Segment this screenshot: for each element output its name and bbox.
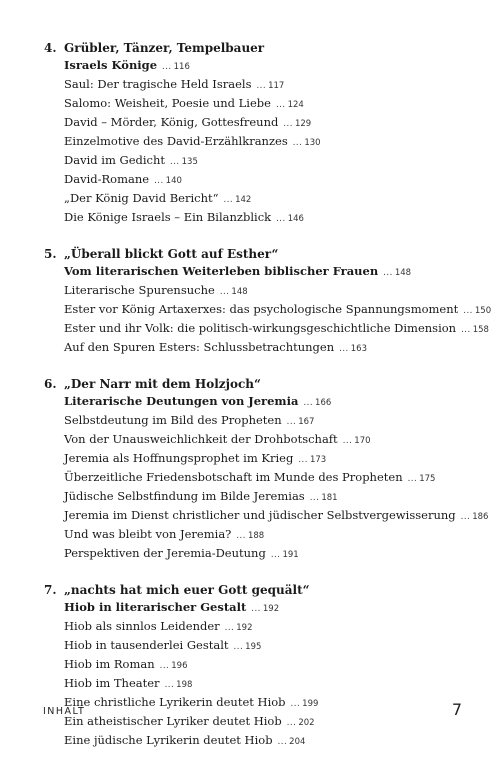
toc-entry-page: 129: [294, 119, 312, 129]
toc-entry-page: 142: [235, 195, 252, 205]
toc-entry-title: Jüdische Selbstfindung im Bilde Jeremias: [64, 489, 305, 503]
chapter-entries: [64, 393, 489, 564]
leader-dots: ...: [407, 474, 418, 484]
toc-entry-page: 135: [181, 157, 198, 167]
toc-entry: [64, 95, 484, 114]
toc-chapter: [44, 582, 484, 751]
toc-entry-page: 199: [302, 699, 319, 709]
toc-entry-page: 175: [419, 474, 436, 484]
leader-dots: ...: [276, 214, 286, 224]
toc-entry-title: Jeremia als Hoffnungsprophet im Krieg: [64, 451, 294, 465]
toc-entry: [64, 171, 484, 190]
toc-entry-page: 204: [289, 737, 306, 747]
toc-entry-title: Vom literarischen Weiterleben biblischer Frauen: [64, 264, 379, 278]
toc-entry-title: Literarische Spurensuche: [64, 283, 215, 297]
toc-entry-page: 198: [176, 680, 193, 690]
toc-entry-page: 196: [171, 661, 188, 671]
toc-entry: [64, 431, 484, 450]
toc-entry-page: 163: [350, 344, 367, 354]
toc-chapter: [44, 40, 484, 228]
toc-entry-title: Literarische Deutungen von Jeremia: [64, 394, 299, 408]
toc-entry: [64, 618, 484, 637]
chapter-heading: [44, 40, 484, 57]
toc-entry: [64, 152, 484, 171]
toc-entry: [64, 339, 484, 358]
toc-entry-title: Eine jüdische Lyrikerin deutet Hiob: [64, 733, 273, 747]
page-number: 7: [451, 700, 462, 719]
chapter-number: 4.: [44, 41, 57, 55]
chapter-number: 7.: [44, 583, 57, 597]
toc-entry-title: Die Könige Israels – Ein Bilanzblick: [64, 210, 272, 224]
toc-entry: [64, 209, 484, 228]
toc-entry: [64, 507, 489, 526]
leader-dots: ...: [298, 455, 308, 465]
toc-entry-page: 117: [268, 81, 285, 91]
leader-dots: ...: [283, 119, 293, 129]
chapter-entries: [64, 263, 492, 358]
chapter-title: „nachts hat mich euer Gott gequält“: [64, 583, 310, 597]
leader-dots: ...: [277, 737, 288, 747]
toc-entry: [64, 469, 484, 488]
leader-dots: ...: [461, 325, 471, 335]
toc-entry-page: 124: [287, 100, 304, 110]
leader-dots: ...: [463, 306, 473, 316]
leader-dots: ...: [224, 623, 235, 633]
toc-chapter: [44, 376, 489, 564]
toc-entry-title: Eine christliche Lyrikerin deutet Hiob: [64, 695, 286, 709]
toc-entry-title: David-Romane: [64, 172, 150, 186]
toc-entry-page: 170: [354, 436, 371, 446]
toc-entry: [64, 320, 489, 339]
chapter-entries: [64, 57, 484, 228]
toc-entry-page: 192: [262, 604, 280, 614]
chapter-title: Grübler, Tänzer, Tempelbauer: [64, 41, 265, 55]
toc-entry-title: Hiob im Theater: [64, 676, 160, 690]
leader-dots: ...: [154, 176, 164, 186]
toc-entry-page: 173: [309, 455, 327, 465]
toc-entry-page: 150: [474, 306, 492, 316]
toc-entry: [64, 114, 484, 133]
toc-entry-title: „Der König David Bericht“: [64, 191, 219, 205]
toc-subtitle: [64, 57, 484, 76]
toc-entry: [64, 450, 484, 469]
toc-entry: [64, 545, 484, 564]
toc-entry-page: 148: [231, 287, 248, 297]
toc-entry-title: Hiob in tausenderlei Gestalt: [64, 638, 229, 652]
toc-entry-title: Hiob als sinnlos Leidender: [64, 619, 220, 633]
toc-entry-page: 158: [472, 325, 489, 335]
leader-dots: ...: [270, 550, 281, 560]
leader-dots: ...: [286, 718, 297, 728]
leader-dots: ...: [339, 344, 349, 354]
leader-dots: ...: [233, 642, 244, 652]
toc-entry-title: Auf den Spuren Esters: Schlussbetrachtungen: [64, 340, 335, 354]
toc-entry-title: Überzeitliche Friedensbotschaft im Munde des Propheten: [64, 470, 403, 484]
toc-entry-page: 191: [282, 550, 299, 560]
toc-entry: [64, 412, 484, 431]
chapter-entries: [64, 599, 484, 751]
toc-entry-page: 192: [236, 623, 253, 633]
chapter-heading: [44, 376, 484, 393]
toc-entry-title: Und was bleibt von Jeremia?: [64, 527, 232, 541]
chapter-title: „Überall blickt Gott auf Esther“: [64, 247, 279, 261]
toc-entry-page: 186: [472, 512, 489, 522]
toc-entry: [64, 488, 484, 507]
toc-entry: [64, 732, 484, 751]
leader-dots: ...: [223, 195, 234, 205]
chapter-title: „Der Narr mit dem Holzjoch“: [64, 377, 261, 391]
toc-subtitle: [64, 263, 484, 282]
leader-dots: ...: [290, 699, 301, 709]
toc-entry-title: David im Gedicht: [64, 153, 166, 167]
table-of-contents: [44, 40, 492, 769]
chapter-heading: [44, 246, 484, 263]
chapter-number: 6.: [44, 377, 57, 391]
toc-subtitle: [64, 393, 484, 412]
toc-entry: [64, 656, 484, 675]
toc-entry-page: 130: [304, 138, 321, 148]
leader-dots: ...: [292, 138, 303, 148]
toc-entry-page: 202: [298, 718, 315, 728]
toc-entry-page: 140: [165, 176, 182, 186]
toc-entry-title: Ester vor König Artaxerxes: das psychologische Spannungsmoment: [64, 302, 459, 316]
toc-entry: [64, 694, 484, 713]
toc-entry-title: David – Mörder, König, Gottesfreund: [64, 115, 279, 129]
toc-entry-page: 188: [247, 531, 265, 541]
leader-dots: ...: [162, 62, 172, 72]
leader-dots: ...: [286, 417, 297, 427]
leader-dots: ...: [251, 604, 261, 614]
toc-entry: [64, 76, 484, 95]
toc-entry: [64, 675, 484, 694]
leader-dots: ...: [303, 398, 314, 408]
toc-entry: [64, 301, 492, 320]
toc-entry-title: Israels Könige: [64, 58, 158, 72]
toc-entry-title: Selbstdeutung im Bild des Propheten: [64, 413, 282, 427]
toc-entry-title: Einzelmotive des David-Erzählkranzes: [64, 134, 288, 148]
toc-entry-page: 166: [315, 398, 332, 408]
toc-entry-title: Hiob in literarischer Gestalt: [64, 600, 247, 614]
toc-entry-title: Hiob im Roman: [64, 657, 155, 671]
toc-entry-page: 195: [245, 642, 262, 652]
toc-entry: [64, 526, 484, 545]
leader-dots: ...: [159, 661, 170, 671]
leader-dots: ...: [219, 287, 230, 297]
toc-entry-page: 148: [394, 268, 412, 278]
chapter-heading: [44, 582, 484, 599]
running-footer-label: INHALT: [43, 706, 86, 717]
toc-entry-page: 181: [321, 493, 338, 503]
toc-entry-title: Jeremia im Dienst christlicher und jüdischer Selbstvergewisserung: [64, 508, 456, 522]
toc-entry-title: Saul: Der tragische Held Israels: [64, 77, 252, 91]
toc-entry: [64, 713, 484, 732]
toc-entry-page: 167: [298, 417, 315, 427]
leader-dots: ...: [164, 680, 175, 690]
toc-entry-page: 146: [287, 214, 304, 224]
leader-dots: ...: [256, 81, 267, 91]
leader-dots: ...: [275, 100, 286, 110]
toc-entry-page: 116: [173, 62, 190, 72]
leader-dots: ...: [170, 157, 180, 167]
leader-dots: ...: [460, 512, 471, 522]
toc-entry: [64, 637, 484, 656]
toc-entry: [64, 190, 484, 209]
toc-entry-title: Ein atheistischer Lyriker deutet Hiob: [64, 714, 282, 728]
toc-entry: [64, 282, 484, 301]
leader-dots: ...: [342, 436, 353, 446]
toc-entry: [64, 133, 484, 152]
toc-entry-title: Von der Unausweichlichkeit der Drohbotschaft: [64, 432, 338, 446]
toc-entry-title: Ester und ihr Volk: die politisch-wirkungsgeschichtliche Dimension: [64, 321, 457, 335]
leader-dots: ...: [309, 493, 320, 503]
chapter-number: 5.: [44, 247, 57, 261]
toc-entry-title: Perspektiven der Jeremia-Deutung: [64, 546, 266, 560]
toc-chapter: [44, 246, 492, 358]
leader-dots: ...: [383, 268, 393, 278]
leader-dots: ...: [236, 531, 246, 541]
toc-subtitle: [64, 599, 484, 618]
toc-entry-title: Salomo: Weisheit, Poesie und Liebe: [64, 96, 271, 110]
